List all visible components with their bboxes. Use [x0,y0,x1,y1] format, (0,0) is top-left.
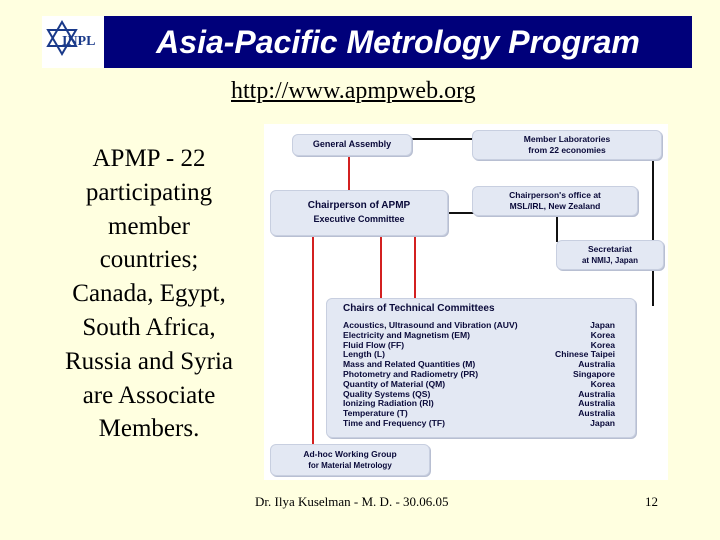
committee-country: Singapore [572,368,615,379]
committees-box [326,298,636,438]
title-banner [42,16,692,68]
committee-name: Ionizing Radiation (RI) [343,398,434,409]
adhoc-line1: Ad-hoc Working Group [303,449,397,459]
inpl-logo [42,16,104,68]
connector-line [348,154,350,190]
committee-name: Quality Systems (QS) [343,388,431,399]
chair-office-line2: MSL/IRL, New Zealand [509,201,601,211]
adhoc-box [270,444,430,476]
committee-name: Mass and Related Quantities (M) [343,359,476,370]
connector-line [312,212,314,452]
committee-country: Japan [590,320,615,330]
secretariat-line2: at NMIJ, Japan [581,256,638,265]
logo-text: INPL [62,34,96,49]
committee-country: Korea [590,378,615,389]
member-labs-line2: from 22 economies [528,145,606,155]
committee-name: Length (L) [343,349,385,360]
committee-name: Time and Frequency (TF) [343,417,446,428]
page-title: Asia-Pacific Metrology Program [156,24,640,60]
committee-name: Quantity of Material (QM) [343,378,446,389]
committee-country: Australia [578,388,615,399]
chair-office-line1: Chairperson's office at [509,190,601,200]
committee-country: Korea [590,329,615,340]
secretariat-line1: Secretariat [588,244,632,254]
committee-name: Fluid Flow (FF) [343,339,405,350]
committee-name: Photometry and Radiometry (PR) [343,368,479,379]
secretariat-box [556,240,664,270]
committee-name: Acoustics, Ultrasound and Vibration (AUV) [343,320,518,330]
general-assembly-box [292,134,412,156]
org-chart [264,124,668,480]
connector-line [556,212,558,242]
committee-country: Japan [590,417,615,428]
committee-country: Australia [578,398,615,409]
committee-country: Chinese Taipei [554,349,615,360]
chairperson-line2: Executive Committee [313,214,405,224]
committee-name: Electricity and Magnetism (EM) [343,329,471,340]
apmp-link[interactable]: http://www.apmpweb.org [231,78,476,104]
adhoc-line2: for Material Metrology [308,461,392,470]
connector-line [410,138,472,140]
committee-name: Temperature (T) [343,408,408,419]
chairperson-line1: Chairperson of APMP [307,200,411,211]
general-assembly-label: General Assembly [312,139,392,149]
page-number: 12 [645,494,658,509]
chair-office-box [472,186,638,216]
committee-country: Korea [590,339,615,350]
committee-country: Australia [578,408,615,419]
chairperson-box [270,190,448,236]
committee-country: Australia [578,359,615,370]
side-text: APMP - 22 participating member countries; Canada, Egypt, South Africa, Russia and Syria are Associate Members. [64,145,234,443]
connector-line [652,142,654,306]
committee-row [343,419,615,429]
committees-title: Chairs of Technical Committees [343,303,495,314]
member-labs-box [472,130,662,160]
member-labs-line1: Member Laboratories [523,134,611,144]
footer-author: Dr. Ilya Kuselman - M. D. - 30.06.05 [255,494,449,509]
committees-list [343,321,615,429]
